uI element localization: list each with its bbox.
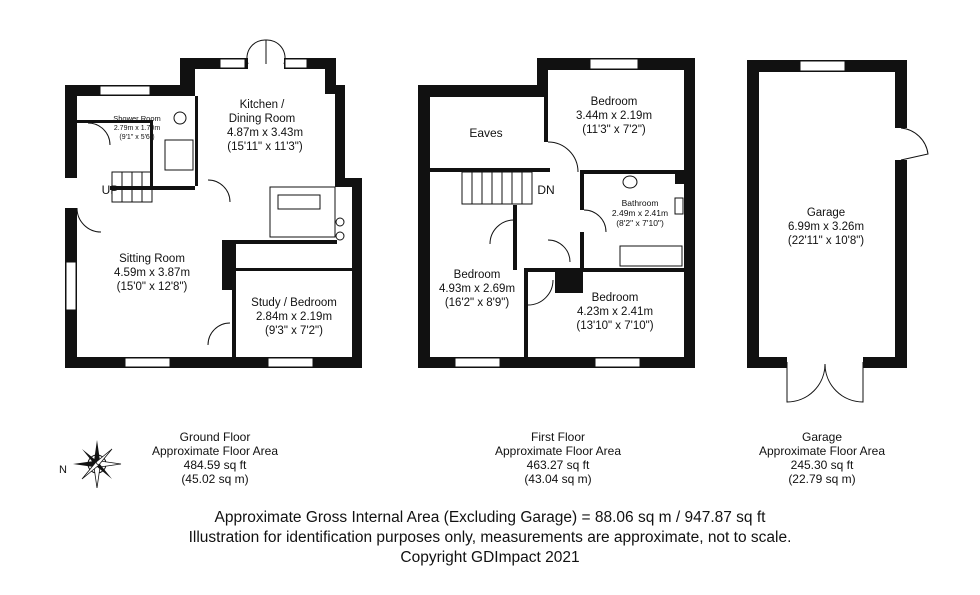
bedroom-right-imperial: (13'10" x 7'10") [576,320,654,332]
kitchen-name-line2: Dining Room [228,113,296,125]
ground-floor-sqft: 484.59 sq ft [183,458,247,472]
ground-floor-plan [64,40,362,368]
bedroom-top-metric: 3.44m x 2.19m [575,110,653,122]
garage-sqm: (22.79 sq m) [788,472,856,486]
first-floor-sqm: (43.04 sq m) [524,472,592,486]
shower-metric: 2.79m x 1.70m [113,125,161,132]
gross-area-line: Approximate Gross Internal Area (Excluding Garage) = 88.06 sq m / 947.87 sq ft [214,509,766,526]
sitting-imperial: (15'0" x 12'8") [116,281,188,293]
sitting-metric: 4.59m x 3.87m [113,267,191,279]
study-metric: 2.84m x 2.19m [255,311,333,323]
first-floor-plan [418,58,695,368]
sitting-name: Sitting Room [119,253,185,265]
garage-metric: 6.99m x 3.26m [787,221,865,233]
ground-floor-sqm: (45.02 sq m) [181,472,249,486]
study-imperial: (9'3" x 7'2") [265,325,323,337]
garage-title: Garage [801,430,843,444]
ground-floor-title: Ground Floor [179,430,251,444]
garage-subtitle: Approximate Floor Area [758,444,886,458]
garage-caption [742,430,902,486]
bedroom-right-name: Bedroom [591,292,639,304]
first-floor-subtitle: Approximate Floor Area [494,444,622,458]
first-floor-sqft: 463.27 sq ft [526,458,590,472]
bedroom-left-imperial: (16'2" x 8'9") [444,297,510,309]
plan-footer [0,508,980,568]
garage-imperial: (22'11" x 10'8") [787,235,865,247]
bedroom-left-name: Bedroom [453,269,501,281]
copyright-line: Copyright GDImpact 2021 [400,549,580,566]
disclaimer-line: Illustration for identification purposes only, measurements are approximate, not to scale. [188,529,792,546]
shower-imperial: (9'1" x 5'6") [119,134,155,141]
kitchen-name-line1: Kitchen / [239,99,285,111]
bathroom-imperial: (8'2" x 7'10") [616,218,664,228]
bedroom-right-metric: 4.23m x 2.41m [576,306,654,318]
compass-north-label: N [59,464,67,476]
garage-plan [747,60,928,402]
first-floor-title: First Floor [531,430,585,444]
compass-rose-icon [73,440,121,488]
bathroom-metric: 2.49m x 2.41m [611,208,669,218]
eaves-name: Eaves [469,126,503,140]
garage-sqft: 245.30 sq ft [790,458,854,472]
study-name: Study / Bedroom [251,297,337,309]
garage-name: Garage [806,207,846,219]
bathroom-name: Bathroom [621,198,659,208]
kitchen-metric: 4.87m x 3.43m [226,127,304,139]
first-stair-label: DN [537,183,555,197]
ground-floor-caption [135,430,295,486]
bedroom-left-metric: 4.93m x 2.69m [438,283,516,295]
kitchen-imperial: (15'11" x 11'3") [227,141,303,153]
bedroom-top-imperial: (11'3" x 7'2") [582,124,646,136]
ground-floor-subtitle: Approximate Floor Area [151,444,279,458]
first-floor-caption [478,430,638,486]
ground-stair-label: UP [101,183,119,197]
shower-name: Shower Room [113,114,161,123]
bedroom-top-name: Bedroom [590,96,638,108]
